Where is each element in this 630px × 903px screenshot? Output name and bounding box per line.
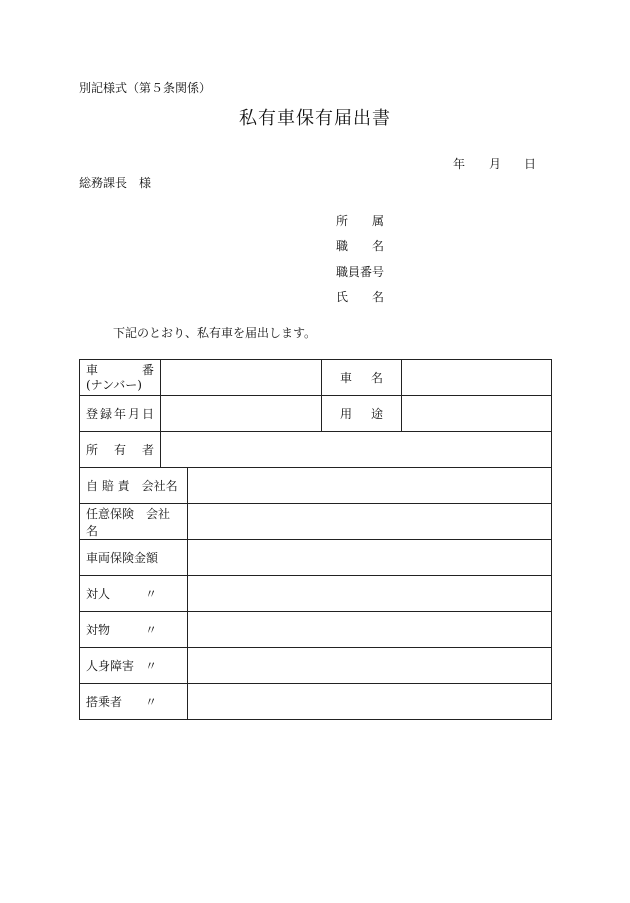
reg-date-char: 録: [99, 407, 112, 421]
purpose-label-a: 用: [340, 407, 353, 421]
table-row: [80, 684, 552, 720]
form-reference: 別記様式（第５条関係）: [79, 81, 212, 95]
table-row: [80, 648, 552, 684]
car-name-label: [322, 360, 402, 396]
reg-date-char: 年: [113, 407, 126, 421]
signature-position-label: 職 名: [336, 239, 384, 253]
car-number-label-sub: (ナンバー): [86, 377, 142, 392]
registration-date-label: [80, 396, 161, 432]
form-title: 私有車保有届出書: [239, 108, 391, 129]
reg-date-char: 登: [86, 407, 99, 421]
ditto-label: 人身障害: [86, 659, 135, 673]
ditto-mark: 〃: [144, 659, 157, 673]
date-day: 日: [524, 157, 537, 171]
reg-date-char: 月: [127, 407, 140, 421]
ditto-mark: 〃: [144, 695, 157, 709]
liability-insurer-value[interactable]: [188, 468, 552, 504]
bodily-injury-value[interactable]: [188, 576, 552, 612]
purpose-value[interactable]: [402, 396, 552, 432]
table-row: [80, 504, 552, 540]
owner-value[interactable]: [161, 432, 552, 468]
property-damage-value[interactable]: [188, 612, 552, 648]
date-year: 年: [453, 157, 466, 171]
table-row: [80, 432, 552, 468]
car-number-label: [80, 360, 161, 396]
reg-date-char: 日: [141, 407, 154, 421]
signature-name-label: 氏 名: [336, 290, 384, 304]
car-name-label-b: 名: [370, 371, 383, 385]
car-number-label-b: 番: [141, 362, 154, 377]
passenger-label: [80, 684, 188, 720]
body-text: 下記のとおり、私有車を届出します。: [113, 326, 317, 340]
personal-injury-value[interactable]: [188, 648, 552, 684]
property-damage-label: [80, 612, 188, 648]
ditto-mark: 〃: [144, 623, 157, 637]
insurance-amount-value[interactable]: [188, 540, 552, 576]
date-month: 月: [489, 157, 502, 171]
signature-affiliation-label: 所 属: [336, 214, 384, 228]
owner-char: 所: [86, 443, 99, 457]
owner-char: 有: [113, 443, 126, 457]
car-name-label-a: 車: [340, 371, 353, 385]
personal-injury-label: [80, 648, 188, 684]
bodily-injury-label: [80, 576, 188, 612]
car-name-value[interactable]: [402, 360, 552, 396]
table-row: [80, 576, 552, 612]
table-row: [80, 396, 552, 432]
voluntary-insurer-value[interactable]: [188, 504, 552, 540]
ditto-label: 対物: [86, 623, 111, 637]
ditto-label: 搭乗者: [86, 695, 123, 709]
table-row: [80, 468, 552, 504]
ditto-label: 対人: [86, 587, 111, 601]
vehicle-table: [79, 359, 552, 720]
owner-char: 者: [141, 443, 154, 457]
insurance-amount-label: 車両保険金額: [80, 540, 188, 576]
owner-label: [80, 432, 161, 468]
registration-date-value[interactable]: [161, 396, 322, 432]
passenger-value[interactable]: [188, 684, 552, 720]
table-row: [80, 612, 552, 648]
table-row: [80, 360, 552, 396]
signature-employee-no-label: 職員番号: [336, 265, 385, 279]
car-number-value[interactable]: [161, 360, 322, 396]
table-row: [80, 540, 552, 576]
car-number-label-a: 車: [86, 362, 99, 377]
liability-insurer-label: 自 賠 責 会社名: [80, 468, 188, 504]
purpose-label: [322, 396, 402, 432]
addressee: 総務課長 様: [79, 176, 152, 190]
voluntary-insurer-label: 任意保険 会社名: [80, 504, 188, 540]
ditto-mark: 〃: [144, 587, 157, 601]
purpose-label-b: 途: [370, 407, 383, 421]
